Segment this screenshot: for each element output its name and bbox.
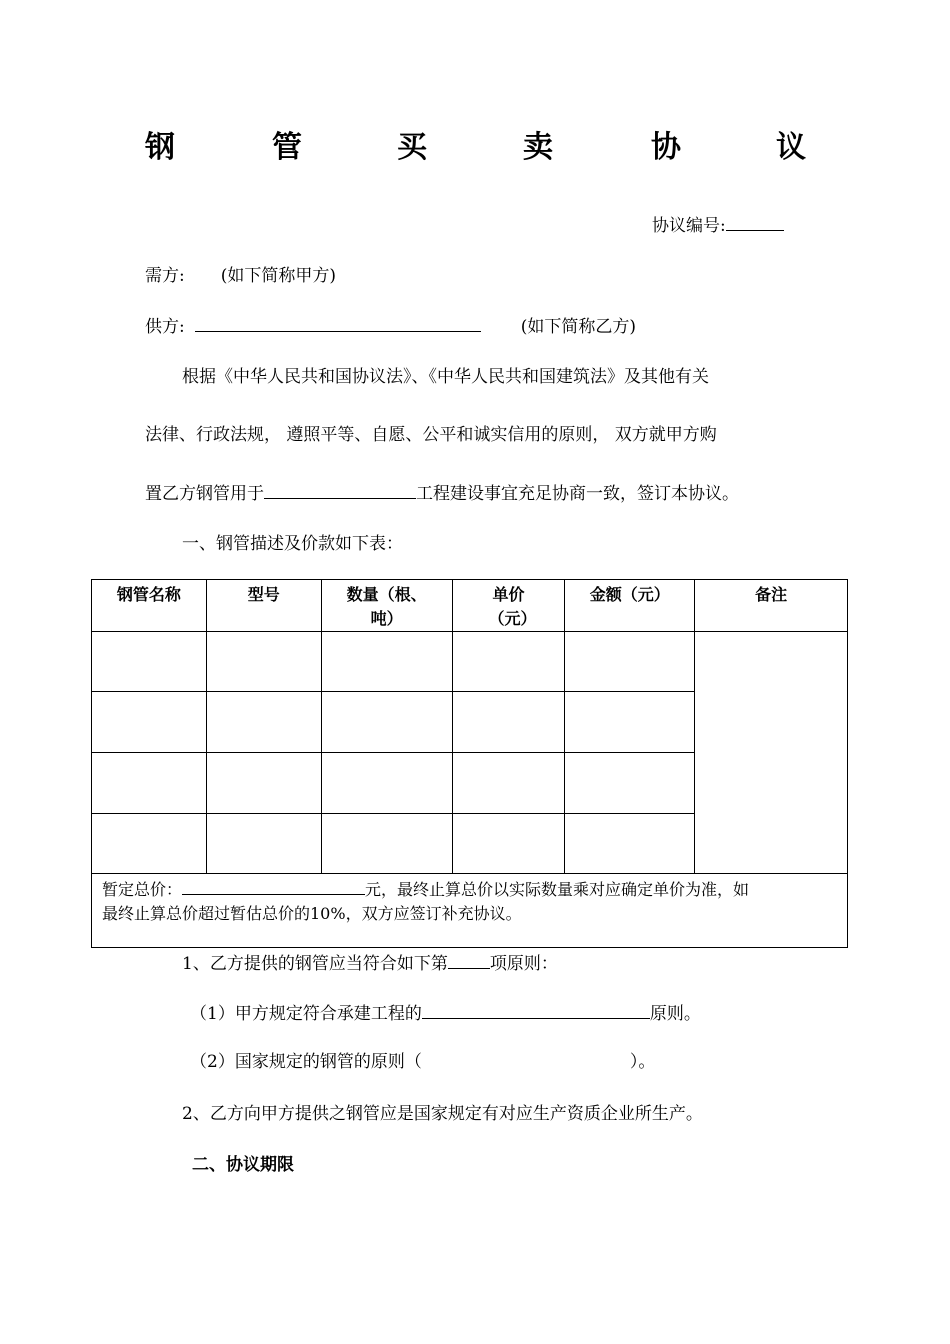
clause-1-2-start: （2）国家规定的钢管的原则（: [190, 1052, 422, 1072]
table-cell[interactable]: [206, 632, 321, 692]
table-total-row: [92, 874, 848, 948]
agreement-number-label: 协议编号:: [652, 216, 726, 236]
section-1-heading: 一、钢管描述及价款如下表：: [182, 534, 403, 554]
table-cell[interactable]: [452, 692, 565, 753]
title-char: 卖: [523, 130, 553, 165]
clause-1-1-start: （1）甲方规定符合承建工程的: [190, 1004, 422, 1024]
seller-line: [145, 315, 636, 338]
section-2-heading: 二、协议期限: [192, 1155, 294, 1175]
table-cell[interactable]: [321, 632, 452, 692]
clause-1-1-blank[interactable]: [422, 1002, 650, 1019]
buyer-line: [145, 265, 336, 287]
col-header-model: 型号: [206, 580, 321, 632]
table-cell[interactable]: [92, 814, 207, 874]
clause-1-end: 项原则：: [489, 954, 558, 974]
title-char: 钢: [145, 130, 175, 165]
table-cell[interactable]: [92, 632, 207, 692]
total-price-label: 暂定总价：: [102, 880, 183, 899]
title-char: 买: [397, 130, 427, 165]
buyer-note: (如下简称甲方): [220, 266, 336, 286]
clause-1: [182, 952, 558, 975]
clause-1-blank[interactable]: [448, 952, 490, 969]
clause-1-2: [190, 1051, 655, 1073]
clause-1-1: [190, 1002, 701, 1025]
clause-1-2-end: ）。: [629, 1052, 656, 1072]
table-cell[interactable]: [452, 753, 565, 814]
clause-2: 2、乙方向甲方提供之钢管应是国家规定有对应生产资质企业所生产。: [182, 1104, 703, 1124]
clause-1-start: 1、乙方提供的钢管应当符合如下第: [182, 954, 448, 974]
total-price-blank[interactable]: [182, 878, 365, 895]
table-cell[interactable]: [206, 814, 321, 874]
remarks-cell[interactable]: [695, 632, 848, 874]
table-cell[interactable]: [92, 753, 207, 814]
table-cell[interactable]: [452, 632, 565, 692]
agreement-number-blank[interactable]: [726, 214, 784, 231]
table-cell[interactable]: [321, 753, 452, 814]
table-cell[interactable]: [321, 692, 452, 753]
col-header-name: 钢管名称: [92, 580, 207, 632]
table-cell[interactable]: [92, 692, 207, 753]
buyer-label: 需方:: [145, 266, 185, 286]
total-price-cell: [92, 874, 848, 948]
table-header-row: [92, 580, 848, 632]
table-cell[interactable]: [321, 814, 452, 874]
title-char: 议: [776, 130, 806, 165]
table-cell[interactable]: [206, 692, 321, 753]
agreement-number: [652, 214, 784, 237]
table-row: [92, 632, 848, 692]
intro-line-3-end: 工程建设事宜充足协商一致，签订本协议。: [416, 484, 739, 504]
table-cell[interactable]: [565, 814, 695, 874]
seller-label: 供方:: [145, 317, 185, 337]
pipe-spec-table: [91, 579, 848, 948]
table-cell[interactable]: [565, 632, 695, 692]
col-header-amount: 金额（元）: [565, 580, 695, 632]
total-price-text: 元，最终止算总价以实际数量乘对应确定单价为准，如: [365, 880, 750, 899]
title-char: 协: [651, 130, 681, 165]
seller-name-blank[interactable]: [195, 315, 481, 332]
intro-line-1: 根据《中华人民共和国协议法》、《中华人民共和国建筑法》及其他有关: [182, 367, 709, 387]
title-char: 管: [272, 130, 302, 165]
total-price-text-2: 最终止算总价超过暂估总价的10%，双方应签订补充协议。: [102, 904, 522, 923]
intro-line-3: [145, 482, 739, 505]
intro-line-3-start: 置乙方钢管用于: [145, 484, 264, 504]
table-cell[interactable]: [206, 753, 321, 814]
clause-1-1-end: 原则。: [649, 1004, 701, 1024]
col-header-remarks: 备注: [695, 580, 848, 632]
table-cell[interactable]: [565, 753, 695, 814]
seller-note: (如下简称乙方): [520, 317, 636, 337]
project-name-blank[interactable]: [264, 482, 416, 499]
col-header-unit-price: 单价（元）: [452, 580, 565, 632]
table-cell[interactable]: [565, 692, 695, 753]
col-header-quantity: 数量（根、吨）: [321, 580, 452, 632]
table-cell[interactable]: [452, 814, 565, 874]
intro-line-2: 法律、行政法规， 遵照平等、自愿、公平和诚实信用的原则， 双方就甲方购: [145, 425, 717, 445]
